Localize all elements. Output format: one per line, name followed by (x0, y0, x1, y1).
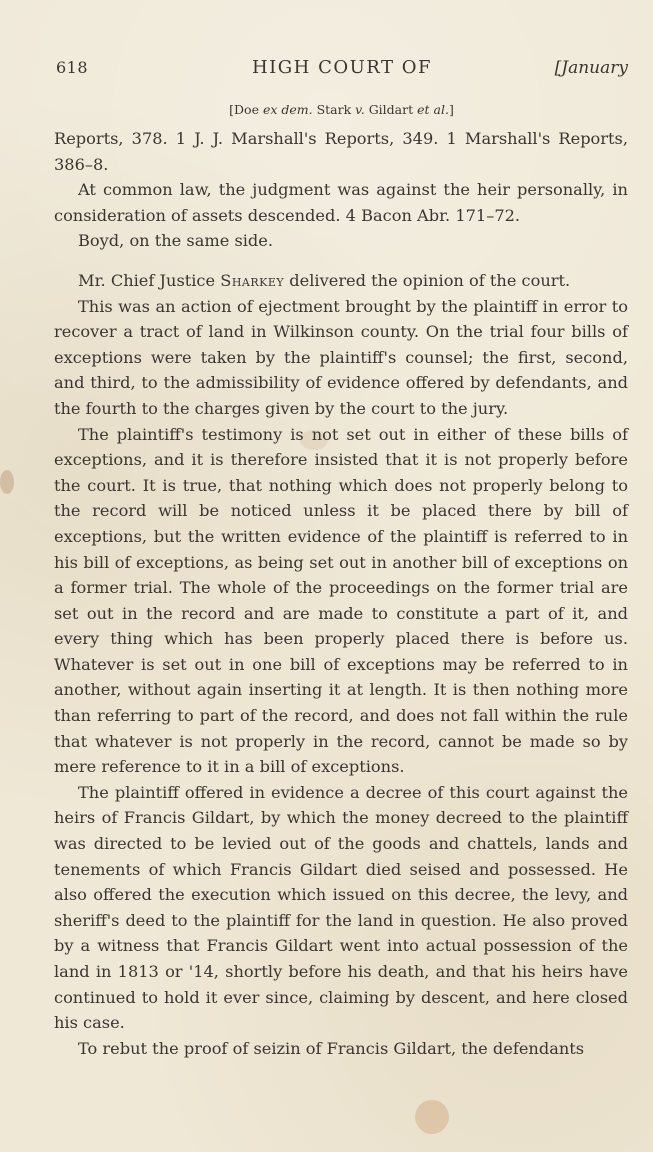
caption-italic: et al. (417, 102, 449, 117)
running-header (56, 58, 628, 84)
paper-stain (415, 1100, 449, 1134)
case-caption (0, 102, 653, 117)
paragraph-citation: Reports, 378. 1 J. J. Marshall's Reports, 349. 1 Marshall's Reports, 386–8. (54, 129, 628, 174)
opinion-body (54, 126, 628, 1061)
caption-italic: ex dem. (262, 102, 313, 117)
caption-text: [Doe (229, 102, 263, 117)
page-number: 618 (56, 58, 89, 77)
paper-stain (0, 470, 14, 494)
running-title: HIGH COURT OF (251, 57, 432, 78)
intro-suffix: delivered the opinion of the court. (284, 270, 571, 290)
paragraph-testimony: The plaintiff's testimony is not set out in either of these bills of exceptions, and it is therefore insisted that it is not properly before the court. It is true, that nothing which does not properly belong to the record will be noticed unless it be placed there by bill of exceptions, but the written evidence of the plaintiff is referred to in his bill of exceptions, as being set out in another bill of exceptions on a former trial. The whole of the proceedings on the former trial are set out in the record and are made to constitute a part of it, and every thing which has been properly placed there is before us. Whatever is set out in one bill of exceptions may be referred to in another, without again inserting it at length. It is then nothing more than referring to part of the record, and does not fall within the rule that whatever is not properly in the record, cannot be made so by mere reference to it in a bill of exceptions. (54, 424, 628, 777)
paragraph-action: This was an action of ejectment brought by the plaintiff in error to recover a tract of land in Wilkinson county. On the trial four bills of exceptions were taken by the plaintiff's counsel; the first, second, and third, to the admissibility of evidence offered by defendants, and the fourth to the charges given by the court to the jury. (54, 296, 628, 418)
paragraph-rebut: To rebut the proof of seizin of Francis Gildart, the defendants (78, 1038, 585, 1058)
running-month: [January (554, 58, 628, 78)
justice-name: Sharkey (220, 270, 285, 290)
caption-text: Gildart (364, 102, 418, 117)
caption-italic: v. (355, 102, 365, 117)
paragraph-common-law: At common law, the judgment was against the heir personally, in consideration of assets descended. 4 Bacon Abr. 171–72. (54, 180, 628, 225)
paragraph-opinion-intro (54, 268, 628, 294)
caption-text: Stark (312, 102, 356, 117)
paragraph-decree: The plaintiff offered in evidence a decree of this court against the heirs of Francis Gildart, by which the money decreed to the plaintiff was directed to be levied out of the goods and chattels, lands and tenements of which Francis Gildart died seised and possessed. He also offered the execution which issued on this decree, the levy, and sheriff's deed to the plaintiff for the land in question. He also proved by a witness that Francis Gildart went into actual possession of the land in 1813 or '14, shortly before his death, and that his heirs have continued to hold it ever since, claiming by descent, and here closed his case. (54, 782, 628, 1033)
paragraph-boyd: Boyd, on the same side. (78, 231, 274, 251)
intro-prefix: Mr. Chief Justice (78, 270, 221, 290)
caption-text: ] (448, 102, 454, 117)
